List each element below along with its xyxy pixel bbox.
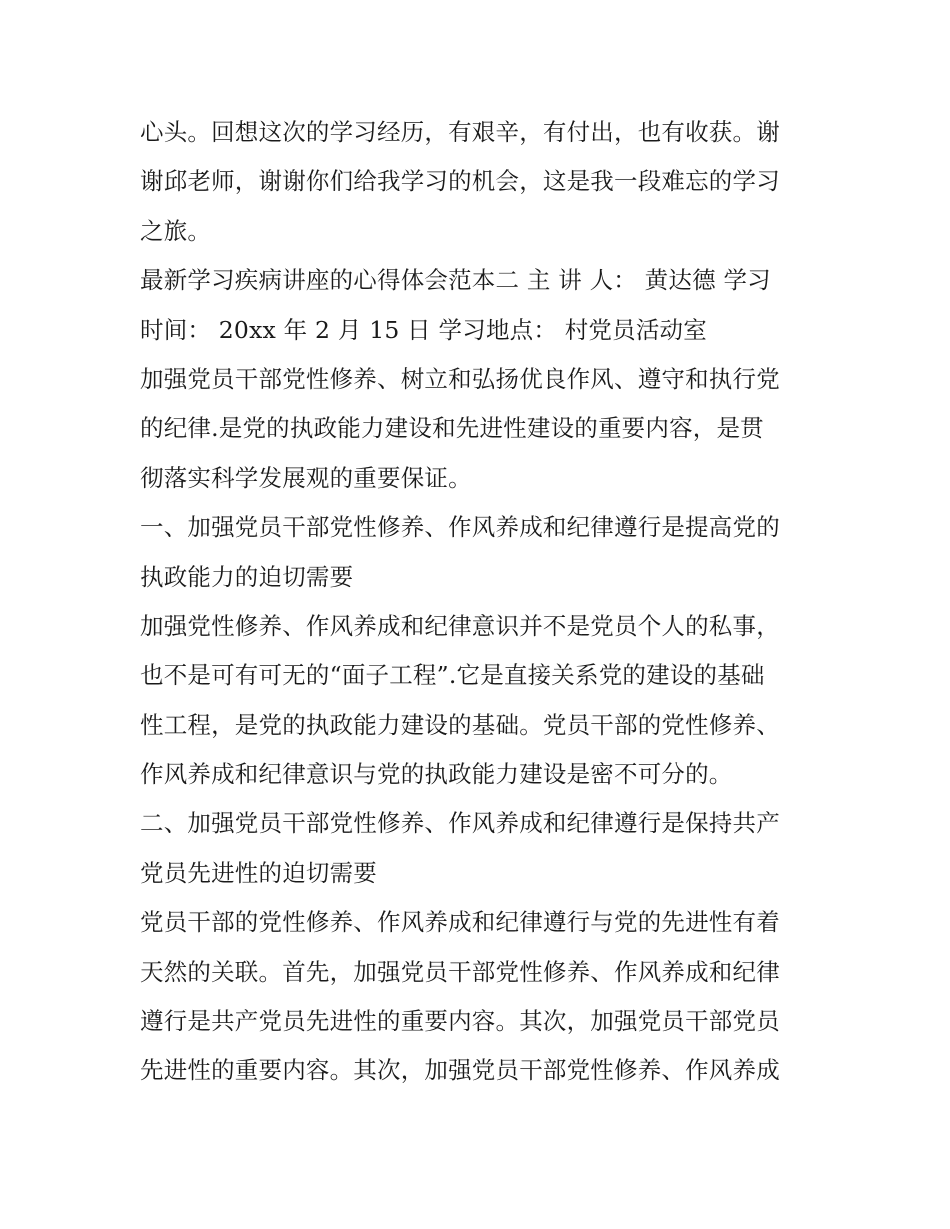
heading-line: 一、加强党员干部党性修养、作风养成和纪律遵行是提高党的 [140, 513, 780, 542]
text-line: 加强党性修养、作风养成和纪律意识并不是党员个人的私事， [140, 611, 780, 640]
heading-line: 执政能力的迫切需要 [140, 562, 354, 591]
text-line: 心头。回想这次的学习经历，有艰辛，有付出，也有收获。谢 [140, 118, 780, 146]
text-line: 之旅。 [140, 216, 212, 245]
text-line: 谢邱老师，谢谢你们给我学习的机会，这是我一段难忘的学习 [140, 167, 780, 196]
text-line: 天然的关联。首先，加强党员干部党性修养、作风养成和纪律 [140, 957, 780, 986]
text-line: 作风养成和纪律意识与党的执政能力建设是密不可分的。 [140, 760, 733, 789]
text-line: 性工程，是党的执政能力建设的基础。党员干部的党性修养、 [140, 710, 780, 739]
section-title-line: 最新学习疾病讲座的心得体会范本二 主 讲 人： 黄达德 学习 [140, 266, 771, 295]
text-line: 遵行是共产党员先进性的重要内容。其次，加强党员干部党员 [140, 1007, 780, 1036]
heading-line: 党员先进性的迫切需要 [140, 858, 377, 887]
heading-line: 二、加强党员干部党性修养、作风养成和纪律遵行是保持共产 [140, 809, 780, 838]
text-line: 也不是可有可无的“面子工程”.它是直接关系党的建设的基础 [140, 661, 765, 690]
text-line: 加强党员干部党性修养、树立和弘扬优良作风、遵守和执行党 [140, 364, 780, 393]
text-line: 党员干部的党性修养、作风养成和纪律遵行与党的先进性有着 [140, 908, 780, 937]
meta-line: 时间： 20xx 年 2 月 15 日 学习地点： 村党员活动室 [140, 315, 707, 344]
text-line: 的纪律.是党的执政能力建设和先进性建设的重要内容，是贯 [140, 414, 764, 443]
document-body [140, 108, 820, 1096]
text-line: 彻落实科学发展观的重要保证。 [140, 463, 472, 492]
text-line: 先进性的重要内容。其次，加强党员干部党性修养、作风养成 [140, 1056, 780, 1085]
